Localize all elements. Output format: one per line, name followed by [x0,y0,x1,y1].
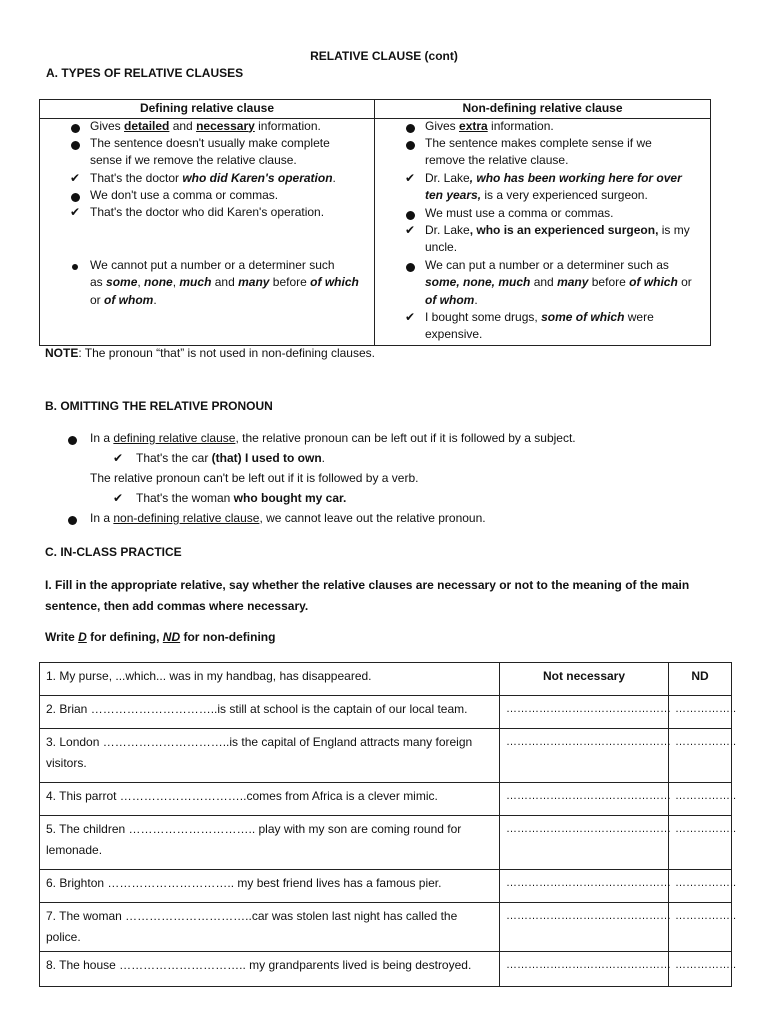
list-item: The sentence makes complete sense if we remove the relative clause. [425,135,652,167]
section-a-heading: A. TYPES OF RELATIVE CLAUSES [46,66,244,80]
list-item: That's the doctor who did Karen's operation. [90,170,336,185]
example-text: That's the woman who bought my car. [136,491,347,505]
list-item: I bought some drugs, some of which were expensive. [425,309,654,341]
list-item: We must use a comma or commas. [425,205,614,220]
table-row [40,783,732,816]
bullet-icon [403,138,417,156]
table-row [40,870,732,903]
sentence-cell: 6. Brighton ………………………….. my best friend lives has a famous pier. [40,870,500,903]
list-item: Dr. Lake, who has been working here for over ten years, is a very experienced surgeon. [425,170,682,202]
list-item: That's the doctor who did Karen's operation. [90,204,325,219]
answer-blank[interactable]: ……………………………………… [500,870,669,903]
instructions: I. Fill in the appropriate relative, say whether the relative clauses are necessary or not to the meaning of the main sentence, then add commas where necessary. [45,578,690,613]
not-necessary-header: Not necessary [500,663,669,696]
check-icon: ✔ [113,491,124,505]
list-item: Gives extra information. [425,118,554,133]
rule-text: In a defining relative clause, the relative pronoun can be left out if it is followed by a subject. [90,431,576,445]
answer-blank[interactable]: …………….. [669,816,732,870]
bullet-icon [68,513,77,531]
defining-header: Defining relative clause [40,100,375,119]
answer-blank[interactable]: ……………………………………… [500,816,669,870]
sentence-cell: 8. The house ………………………….. my grandparents lived is being destroyed. [40,952,500,987]
bullet-icon [68,121,82,139]
answer-blank[interactable]: …………….. [669,870,732,903]
list-item: We don't use a comma or commas. [90,187,279,202]
example-text: That's the car (that) I used to own. [136,451,325,465]
answer-blank[interactable]: …………….. [669,696,732,729]
bullet-icon [68,433,77,451]
check-icon: ✔ [69,170,81,185]
list-item: The sentence doesn't usually make complete sense if we remove the relative clause. [90,135,330,167]
nondefining-header: Non-defining relative clause [375,100,711,119]
nd-header: ND [669,663,732,696]
answer-blank[interactable]: ……………………………………… [500,729,669,783]
check-icon: ✔ [404,309,416,324]
list-item: We can put a number or a determiner such as some, none, much and many before of which or of whom. [425,257,692,307]
rule-text: The relative pronoun can't be left out if it is followed by a verb. [90,471,419,485]
table-row [40,729,732,783]
answer-blank[interactable]: ……………………………………… [500,903,669,952]
page-title: RELATIVE CLAUSE (cont) [310,49,458,63]
check-icon: ✔ [404,222,416,237]
section-c-heading: C. IN-CLASS PRACTICE [45,545,182,559]
table-row [40,663,732,696]
sentence-cell: 2. Brian …………………………..is still at school is the captain of our local team. [40,696,500,729]
list-item: We cannot put a number or a determiner such as some, none, much and many before of which or of whom. [90,257,359,307]
check-icon: ✔ [404,170,416,185]
bullet-icon [403,121,417,139]
answer-blank[interactable]: ……………………………………… [500,696,669,729]
table-row [40,816,732,870]
table-row [40,903,732,952]
answer-blank[interactable]: ……………………………………… [500,952,669,987]
nondefining-cell [375,118,711,345]
comparison-table [39,99,711,346]
rule-text: In a non-defining relative clause, we cannot leave out the relative pronoun. [90,511,486,525]
answer-blank[interactable]: ……………………………………… [500,783,669,816]
defining-cell [40,118,375,345]
note: NOTE: The pronoun “that” is not used in non-defining clauses. [45,346,375,360]
check-icon: ✔ [113,451,124,465]
answer-blank[interactable]: …………….. [669,783,732,816]
bullet-icon [403,260,417,278]
list-item: Dr. Lake, who is an experienced surgeon, is my uncle. [425,222,690,254]
check-icon: ✔ [69,204,81,219]
answer-blank[interactable]: …………….. [669,729,732,783]
answer-blank[interactable]: …………….. [669,903,732,952]
table-row [40,696,732,729]
list-item: Gives detailed and necessary information. [90,118,321,133]
bullet-icon [68,258,82,276]
sentence-cell: 1. My purse, ...which... was in my handbag, has disappeared. [40,663,500,696]
write-instruction: Write D for defining, ND for non-defining [45,630,276,644]
sentence-cell: 7. The woman …………………………..car was stolen last night has called the police. [40,903,500,952]
sentence-cell: 3. London …………………………..is the capital of England attracts many foreign visitors. [40,729,500,783]
practice-table [39,662,737,987]
section-b-heading: B. OMITTING THE RELATIVE PRONOUN [45,399,273,413]
answer-blank[interactable]: …………….. [669,952,732,987]
bullet-icon [68,138,82,156]
sentence-cell: 4. This parrot …………………………..comes from Africa is a clever mimic. [40,783,500,816]
sentence-cell: 5. The children ………………………….. play with my son are coming round for lemonade. [40,816,500,870]
table-row [40,952,732,987]
